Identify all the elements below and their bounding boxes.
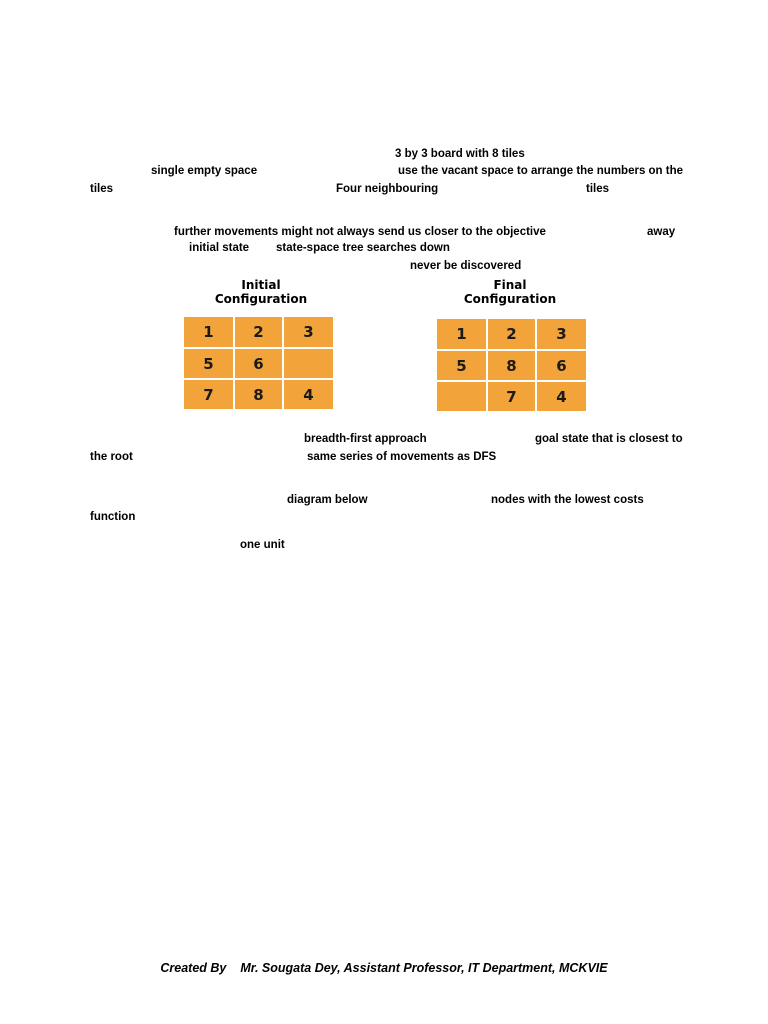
initial-config-title [181,278,341,306]
final-tile: 4 [537,382,586,411]
final-tile: 6 [537,351,586,380]
text-diagram-below: diagram below [287,494,368,506]
initial-config-board [184,317,333,409]
footer-created-by: Created By [160,961,227,975]
final-config-board [437,319,586,411]
final-config-title [430,278,590,306]
text-bfs-approach: breadth-first approach [304,433,427,445]
initial-tile: 8 [235,380,282,409]
initial-empty-tile [284,349,333,378]
final-tile: 1 [437,319,486,349]
final-tile: 2 [488,319,535,349]
final-empty-tile [437,382,486,411]
text-same-series: same series of movements as DFS [307,451,497,463]
text-goal-state: goal state that is closest to [535,433,683,445]
text-board-desc: 3 by 3 board with 8 tiles [395,148,525,160]
initial-tile: 6 [235,349,282,378]
initial-tile: 5 [184,349,233,378]
final-tile: 8 [488,351,535,380]
footer-author: Mr. Sougata Dey, Assistant Professor, IT Department, MCKVIE [240,961,608,975]
text-tiles-2: tiles [586,183,610,195]
text-the-root: the root [90,451,133,463]
final-tile: 3 [537,319,586,349]
initial-tile: 4 [284,380,333,409]
footer-credit [0,961,768,975]
final-config-title-line1: Final [493,278,527,292]
final-config-title-line2: Configuration [463,292,557,306]
text-initial-state: initial state [189,242,250,254]
text-lowest-costs: nodes with the lowest costs [491,494,644,506]
text-never-discovered: never be discovered [410,260,522,272]
text-further-movements: further movements might not always send us closer to the objective [174,226,546,238]
text-function: function [90,511,136,523]
text-empty-space: single empty space [151,165,258,177]
initial-tile: 1 [184,317,233,347]
text-one-unit: one unit [240,539,285,551]
text-four-neighbouring: Four neighbouring [336,183,439,195]
initial-tile: 2 [235,317,282,347]
initial-tile: 7 [184,380,233,409]
final-tile: 5 [437,351,486,380]
text-use-vacant: use the vacant space to arrange the numbers on the [398,165,684,177]
final-tile: 7 [488,382,535,411]
text-away: away [647,226,676,238]
initial-config-title-line1: Initial [241,278,281,292]
text-tiles-1: tiles [90,183,114,195]
initial-config-title-line2: Configuration [214,292,308,306]
text-state-space: state-space tree searches down [276,242,450,254]
initial-tile: 3 [284,317,333,347]
